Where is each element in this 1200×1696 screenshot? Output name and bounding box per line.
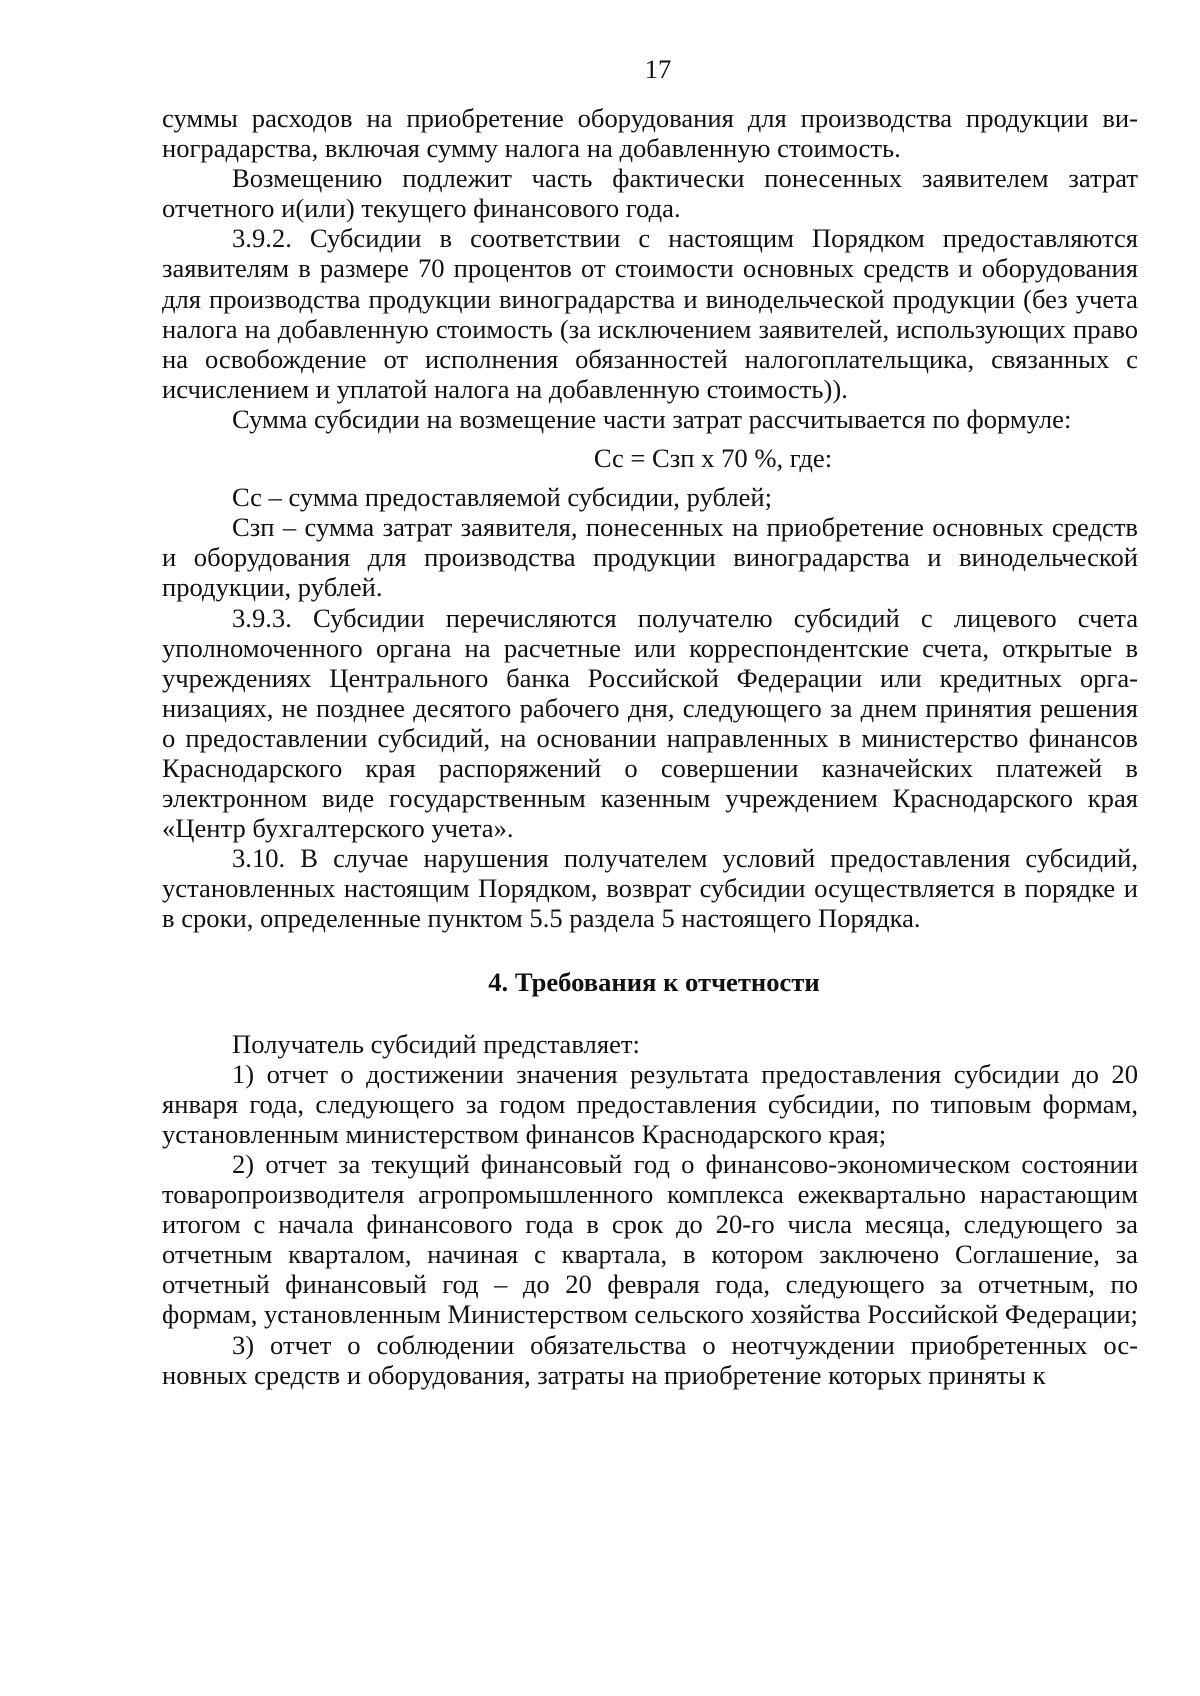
paragraph-1: суммы расходов на приобретение оборудования для производства продукции виноградарства, включая сумму налога на добавленную стоимость. <box>162 103 1138 164</box>
paragraph-6: Сзп – сумма затрат заявителя, понесенных на приобретение основных средств и оборудования для производства продукции виноградарства и винодельческой продукции, рублей. <box>162 512 1138 603</box>
paragraph-2: Возмещению подлежит часть фактически понесенных заявителем затрат отчетного и(или) текущего финансового года. <box>162 163 1138 224</box>
paragraph-3: 3.9.2. Субсидии в соответствии с настоящим Порядком предоставляются заявителям в размере 70 процентов от стоимости основных средств и оборудования для производства продукции виноградарства и винодельческой продукции (без учета налога на добавленную стоимость (за исключением заявителей, использующих право на освобождение от исполнения обязанностей налогоплательщика, связанных с исчислением и уплатой налога на добавленную стоимость)). <box>162 223 1138 404</box>
section-heading: 4. Требования к отчетности <box>488 966 820 997</box>
paragraph-11: 2) отчет за текущий финансовый год о финансово-экономическом состоянии товаропроизводителя агропромышленного комплекса ежеквартально нарастающим итогом с начала финансового года в срок до 20-го числа месяца, следующего за отчетным кварталом, начиная с квартала, в котором заключено Соглашение, за отчетный финансовый год – до 20 февраля года, следующего за отчетным, по формам, установленным Министерством сельского хозяйства Российской Федерации; <box>162 1149 1138 1330</box>
paragraph-5: Сс – сумма предоставляемой субсидии, рублей; <box>232 482 773 513</box>
paragraph-9: Получатель субсидий представляет: <box>232 1028 640 1059</box>
paragraph-12: 3) отчет о соблюдении обязательства о неотчуждении приобретенных основных средств и оборудования, затраты на приобретение которых приняты к <box>162 1329 1138 1390</box>
paragraph-7: 3.9.3. Субсидии перечисляются получателю субсидий с лицевого счета уполномоченного органа на расчетные или корреспондентские счета, открытые в учреждениях Центрального банка Российской Федерации или кредитных организациях, не позднее десятого рабочего дня, следующего за днем принятия решения о предоставлении субсидий, на основании направленных в министерство финансов Краснодарского края распоряжений о совершении казначейских платежей в электронном виде государственным казенным учреждением Краснодарского края «Центр бухгалтерского учета». <box>162 602 1138 844</box>
formula: Сс = Сзп х 70 %, где: <box>593 443 833 474</box>
paragraph-10: 1) отчет о достижении значения результата предоставления субсидии до 20 января года, следующего за годом предоставления субсидии, по типовым формам, установленным министерством финансов Краснодарского края; <box>162 1058 1138 1149</box>
paragraph-4: Сумма субсидии на возмещение части затрат рассчитывается по формуле: <box>232 403 1072 434</box>
paragraph-8: 3.10. В случае нарушения получателем условий предоставления субсидий, установленных настоящим Порядком, возврат субсидии осуществляется в порядке и в сроки, определенные пунктом 5.5 раздела 5 настоящего Порядка. <box>162 843 1138 934</box>
page-number: 17 <box>644 54 672 84</box>
